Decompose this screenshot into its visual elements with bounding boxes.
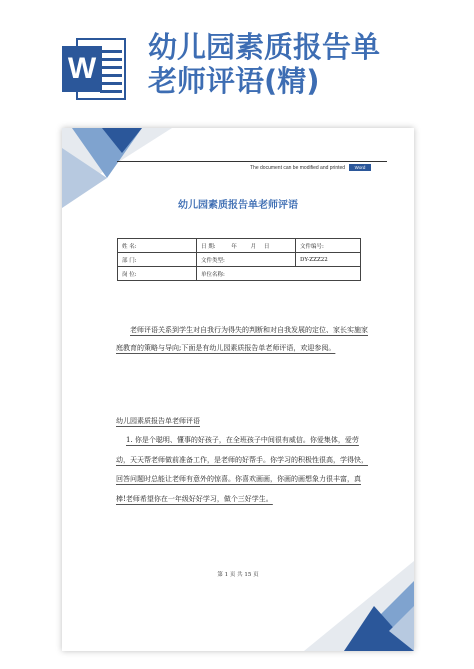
- doc-type-cell: 文件类型:: [197, 253, 296, 267]
- section-heading: 幼儿园素质报告单老师评语: [116, 417, 200, 425]
- doc-no-value-cell: DY-ZZZ22: [296, 253, 361, 267]
- header-rule: [117, 161, 387, 162]
- word-icon: [62, 38, 126, 100]
- header-note: The document can be modified and printed: [250, 165, 346, 171]
- doc-no-label-cell: 文件编号:: [296, 239, 361, 253]
- date-cell: 日 期: 年 月 日: [197, 239, 296, 253]
- dept-cell: 部 门:: [118, 253, 197, 267]
- title-line-1: 幼儿园素质报告单: [148, 30, 381, 64]
- table-row: [118, 253, 361, 267]
- table-row: [118, 239, 361, 253]
- name-cell: 姓 名:: [118, 239, 197, 253]
- info-table: [117, 238, 361, 281]
- table-row: [118, 267, 361, 281]
- page-title: 幼儿园素质报告单老师评语: [178, 200, 298, 211]
- document-page: [62, 128, 414, 651]
- comment-paragraph: 1. 你是个聪明、懂事的好孩子，在全班孩子中间很有威信。你爱集体，爱劳动，天天帮老师做前准备工作，是老师的好帮手。你学习的积极性很高，学得快，回答问题时总能让老师有意外的惊喜。你喜欢画画，你画的画想象力很丰富，真棒!老师希望你在一年级好好学习，做个三好学生。: [116, 436, 368, 503]
- page-footer: 第 1 页 共 15 页: [217, 572, 259, 578]
- unit-cell: 单位名称:: [197, 267, 361, 281]
- position-cell: 岗 位:: [118, 267, 197, 281]
- word-badge: Word: [349, 164, 371, 171]
- word-icon-letter: W: [62, 46, 102, 92]
- corner-decoration-bottom-right: [304, 551, 414, 651]
- document-title: [148, 30, 458, 98]
- intro-paragraph: 老师评语关系到学生对自我行为得失的判断和对自我发展的定位、家长实施家庭教育的策略与导向;下面是有幼儿园素质报告单老师评语，欢迎参阅。: [116, 326, 368, 352]
- title-line-2: 老师评语(精): [148, 64, 320, 98]
